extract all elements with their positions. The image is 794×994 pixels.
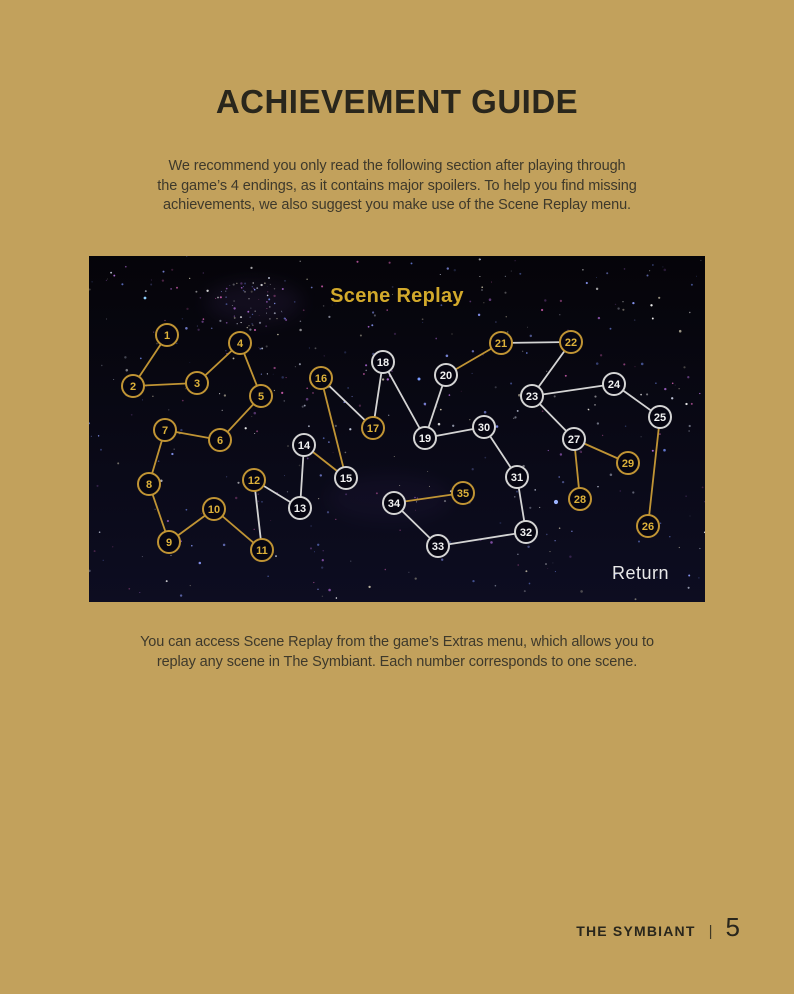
page-footer [576, 912, 740, 943]
scene-node-13[interactable] [289, 497, 311, 519]
scene-node-19[interactable] [414, 427, 436, 449]
scene-node-21[interactable] [490, 332, 512, 354]
outro-line-2: replay any scene in The Symbiant. Each number corresponds to one scene. [156, 653, 638, 670]
scene-node-5[interactable] [250, 385, 272, 407]
scene-node-number: 35 [456, 487, 470, 500]
intro-line-3: achievements, we also suggest you make use of the Scene Replay menu. [163, 197, 631, 213]
outro-line-1: You can access Scene Replay from the game’s Extras menu, which allows you to [140, 634, 654, 650]
scene-node-10[interactable] [203, 498, 225, 520]
scene-node-22[interactable] [560, 331, 582, 353]
scene-node-number: 15 [339, 472, 353, 485]
scene-node-3[interactable] [186, 372, 208, 394]
scene-node-14[interactable] [293, 434, 315, 456]
scene-node-number: 29 [621, 457, 635, 470]
scene-node-9[interactable] [158, 531, 180, 553]
scene-node-16[interactable] [310, 367, 332, 389]
scene-node-number: 14 [297, 439, 311, 452]
scene-node-number: 28 [573, 493, 587, 506]
scene-node-28[interactable] [569, 488, 591, 510]
scene-node-number: 13 [293, 502, 307, 515]
scene-node-number: 23 [525, 390, 539, 403]
edge-32-33 [438, 532, 526, 546]
scene-node-number: 31 [510, 471, 524, 484]
scene-node-18[interactable] [372, 351, 394, 373]
return-button[interactable]: Return [611, 563, 669, 583]
scene-node-number: 2 [129, 380, 137, 393]
scene-node-number: 3 [193, 377, 201, 390]
scene-replay-title: Scene Replay [330, 285, 464, 307]
edge-25-26 [648, 417, 660, 526]
scene-node-23[interactable] [521, 385, 543, 407]
scene-node-33[interactable] [427, 535, 449, 557]
scene-node-6[interactable] [209, 429, 231, 451]
page-title: ACHIEVEMENT GUIDE [215, 83, 579, 120]
scene-node-29[interactable] [617, 452, 639, 474]
scene-node-number: 6 [216, 434, 224, 447]
scene-node-7[interactable] [154, 419, 176, 441]
scene-node-number: 19 [418, 432, 432, 445]
scene-node-number: 30 [477, 421, 491, 434]
scene-node-number: 7 [161, 424, 169, 437]
scene-node-11[interactable] [251, 539, 273, 561]
scene-node-number: 9 [165, 536, 173, 549]
footer-separator: | [708, 923, 713, 940]
scene-node-number: 34 [387, 497, 401, 510]
scene-node-2[interactable] [122, 375, 144, 397]
scene-node-8[interactable] [138, 473, 160, 495]
scene-node-15[interactable] [335, 467, 357, 489]
edge-16-15 [321, 378, 346, 478]
scene-node-26[interactable] [637, 515, 659, 537]
scene-node-34[interactable] [383, 492, 405, 514]
scene-node-31[interactable] [506, 466, 528, 488]
scene-node-27[interactable] [563, 428, 585, 450]
scene-node-number: 18 [376, 356, 390, 369]
scene-node-30[interactable] [473, 416, 495, 438]
scene-node-number: 24 [607, 378, 621, 391]
scene-node-number: 10 [207, 503, 221, 516]
scene-node-number: 8 [145, 478, 153, 491]
scene-node-35[interactable] [452, 482, 474, 504]
scene-node-number: 17 [366, 422, 380, 435]
scene-node-number: 16 [314, 372, 328, 385]
scene-node-number: 20 [439, 369, 453, 382]
bright-star [418, 378, 421, 381]
scene-node-number: 25 [653, 411, 667, 424]
scene-node-number: 1 [163, 329, 171, 342]
outro-paragraph [0, 633, 794, 672]
scene-node-number: 22 [564, 336, 578, 349]
intro-line-1: We recommend you only read the following section after playing through [168, 158, 626, 174]
scene-node-number: 26 [641, 520, 655, 533]
scene-node-number: 32 [519, 526, 533, 539]
scene-node-number: 21 [494, 337, 508, 350]
intro-paragraph [0, 157, 794, 216]
edge-18-19 [383, 362, 425, 438]
scene-node-1[interactable] [156, 324, 178, 346]
scene-node-number: 27 [567, 433, 581, 446]
footer-page-number: 5 [725, 912, 740, 942]
scene-replay-screenshot [89, 256, 705, 602]
scene-node-number: 4 [236, 337, 244, 350]
scene-node-25[interactable] [649, 406, 671, 428]
bright-star [554, 500, 558, 504]
scene-node-24[interactable] [603, 373, 625, 395]
intro-line-2: the game’s 4 endings, as it contains major spoilers. To help you find missing [157, 177, 637, 194]
scene-node-number: 11 [256, 544, 268, 557]
edge-23-24 [532, 384, 614, 396]
scene-node-20[interactable] [435, 364, 457, 386]
footer-game-title: THE SYMBIANT [576, 923, 696, 939]
scene-node-17[interactable] [362, 417, 384, 439]
scene-node-number: 33 [431, 540, 445, 553]
scene-node-number: 12 [247, 474, 261, 487]
scene-node-4[interactable] [229, 332, 251, 354]
scene-node-32[interactable] [515, 521, 537, 543]
scene-node-12[interactable] [243, 469, 265, 491]
scene-node-number: 5 [257, 390, 265, 403]
